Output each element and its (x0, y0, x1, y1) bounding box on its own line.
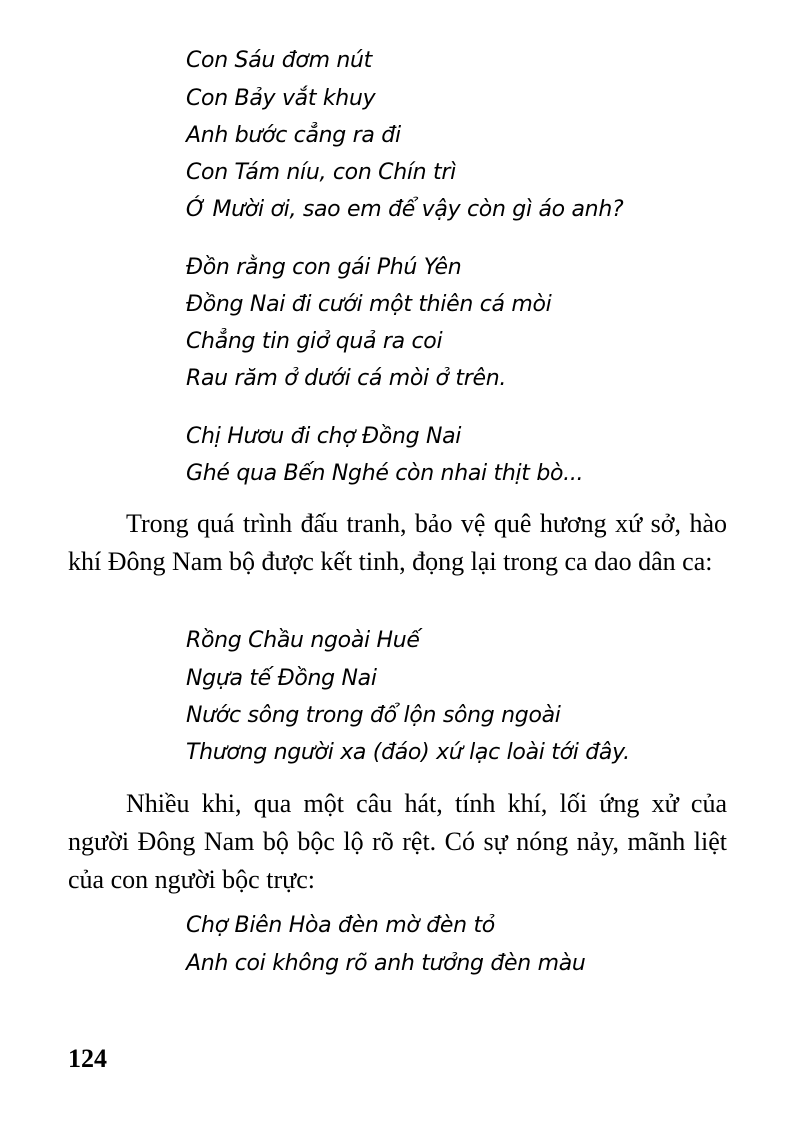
verse-line: Anh coi không rõ anh tưởng đèn màu (186, 951, 586, 976)
verse-line: Ghé qua Bến Nghé còn nhai thịt bò... (186, 461, 584, 486)
verse-line: Thương người xa (đáo) xứ lạc loài tới đây. (186, 740, 630, 765)
verse-line: Con Tám níu, con Chín trì (186, 160, 456, 185)
body-paragraph: Trong quá trình đấu tranh, bảo vệ quê hương xứ sở, hào khí Đông Nam bộ được kết tinh, đọng lại trong ca dao dân ca: (68, 509, 727, 576)
verse-line: Con Sáu đơm nút (186, 48, 373, 73)
verse-line: Ớ Mười ơi, sao em để vậy còn gì áo anh? (186, 197, 624, 222)
verse-line: Đồn rằng con gái Phú Yên (186, 255, 462, 280)
verse-line: Ngựa tế Đồng Nai (186, 666, 377, 691)
verse-line: Chợ Biên Hòa đèn mờ đèn tỏ (186, 913, 495, 938)
verse-line: Chị Hươu đi chợ Đồng Nai (186, 424, 462, 449)
verse-line: Con Bảy vắt khuy (186, 86, 376, 111)
verse-line: Chẳng tin giở quả ra coi (186, 329, 443, 354)
verse-line: Rồng Chầu ngoài Huế (186, 628, 420, 653)
verse-line: Nước sông trong đổ lộn sông ngoài (186, 703, 561, 728)
verse-line: Rau răm ở dưới cá mòi ở trên. (186, 366, 507, 391)
page-number: 124 (68, 1044, 107, 1073)
verse-line: Anh bước cẳng ra đi (186, 123, 401, 148)
body-paragraph: Nhiều khi, qua một câu hát, tính khí, lối ứng xử của người Đông Nam bộ bộc lộ rõ rệt. Có sự nóng nảy, mãnh liệt của con người bộc trực: (68, 789, 727, 894)
verse-line: Đồng Nai đi cưới một thiên cá mòi (186, 292, 552, 317)
